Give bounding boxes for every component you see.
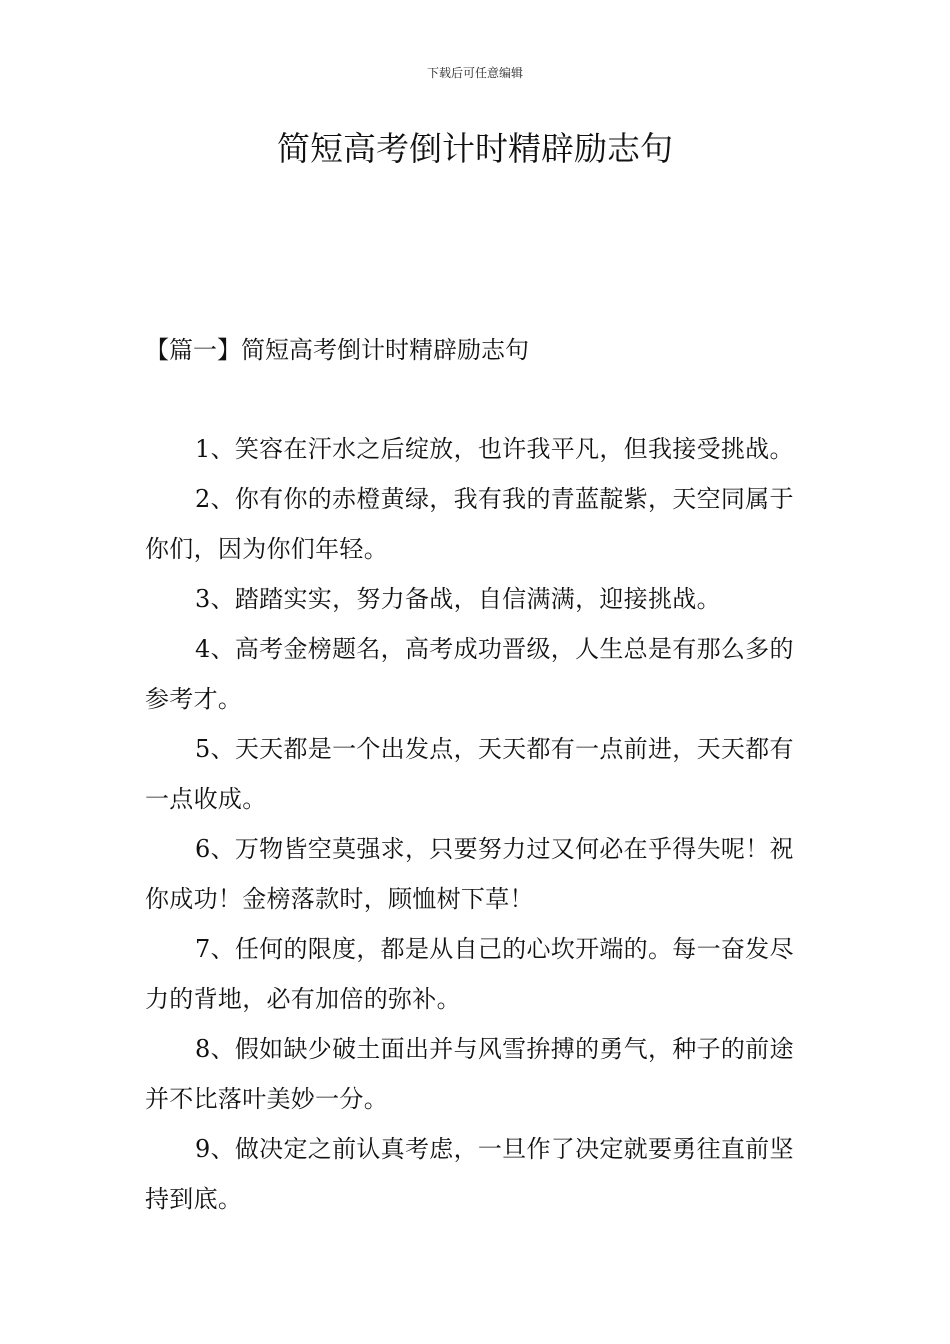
paragraph-3: 3、踏踏实实，努力备战，自信满满，迎接挑战。 xyxy=(195,585,721,613)
paragraph-9: 9、做决定之前认真考虑，一旦作了决定就要勇往直前坚持到底。 xyxy=(145,1135,794,1213)
paragraph-7: 7、任何的限度，都是从自己的心坎开端的。每一奋发尽力的背地，必有加倍的弥补。 xyxy=(145,935,794,1013)
page-header-note: 下载后可任意编辑 xyxy=(426,66,523,80)
paragraph-8: 8、假如缺少破土面出并与风雪拚搏的勇气，种子的前途并不比落叶美妙一分。 xyxy=(145,1035,794,1113)
paragraph-6: 6、万物皆空莫强求，只要努力过又何必在乎得失呢！祝你成功！金榜落款时，顾恤树下草！ xyxy=(145,835,794,913)
paragraph-4: 4、高考金榜题名，高考成功晋级，人生总是有那么多的参考才。 xyxy=(145,635,794,713)
paragraph-5: 5、天天都是一个出发点，天天都有一点前进，天天都有一点收成。 xyxy=(145,735,794,813)
paragraph-2: 2、你有你的赤橙黄绿，我有我的青蓝靛紫，天空同属于你们，因为你们年轻。 xyxy=(145,485,794,563)
paragraph-1: 1、笑容在汗水之后绽放，也许我平凡，但我接受挑战。 xyxy=(195,435,794,463)
page-title: 简短高考倒计时精辟励志句 xyxy=(277,129,673,168)
document-body xyxy=(145,424,810,1224)
section-heading: 【篇一】简短高考倒计时精辟励志句 xyxy=(145,336,529,364)
